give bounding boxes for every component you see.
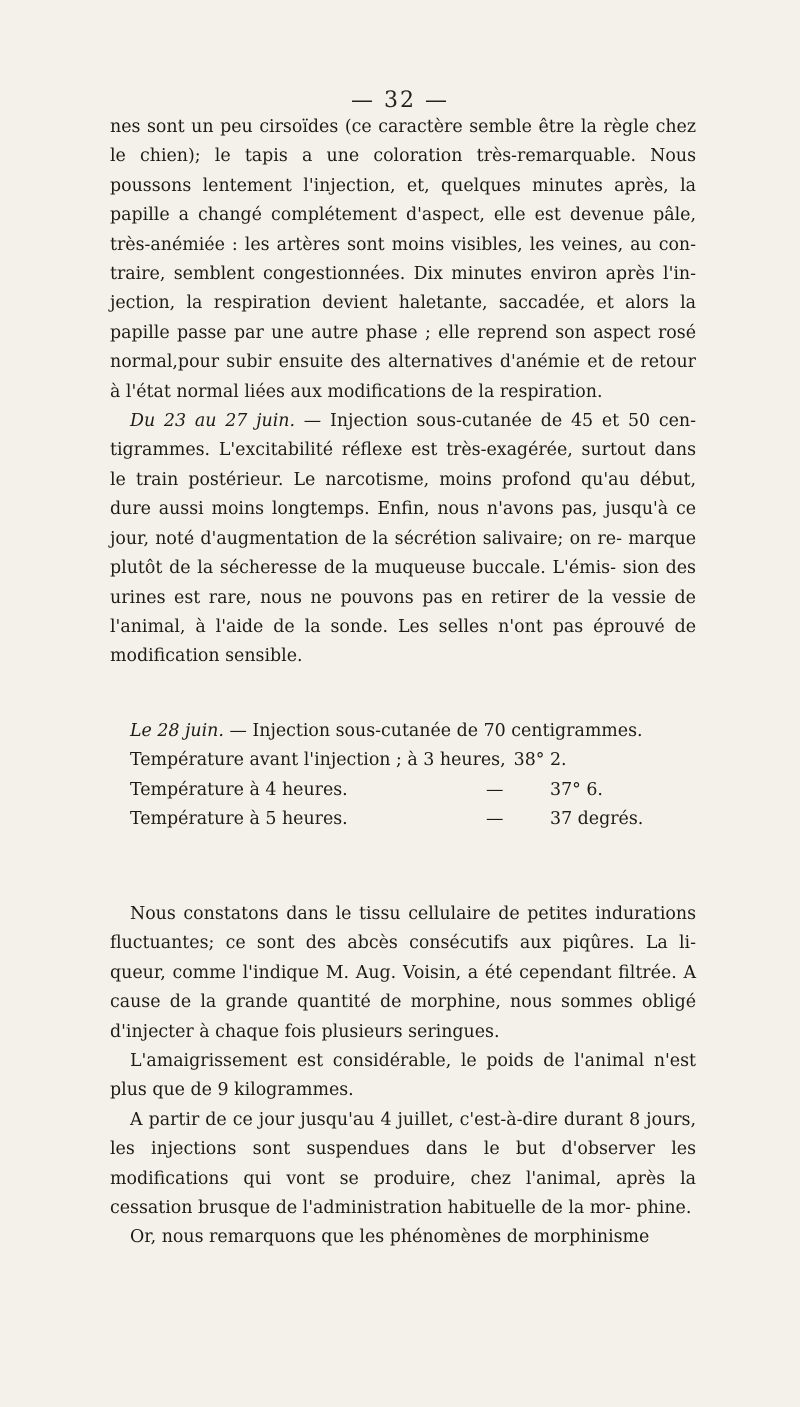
temperature-label: Température à 4 heures.: [130, 779, 348, 800]
text-line: chez le chien); le tapis a une coloration très-remarquable. Nous: [110, 117, 696, 167]
temperature-value: 37 degrés.: [550, 809, 644, 830]
temperature-label: Température à 5 heures.: [130, 809, 348, 830]
text-block-top: [110, 113, 696, 672]
text-line: vessie de l'animal, à l'aide de la sonde. Les selles n'ont pas: [110, 587, 696, 637]
paragraph-weight-loss: [110, 1047, 696, 1106]
temperature-value: 38° 2.: [513, 750, 567, 771]
text-line: les modifications qui vont se produire, chez l'animal, après la: [110, 1139, 697, 1189]
paragraph-june-23-27: [110, 407, 696, 672]
text-line: phine.: [636, 1198, 692, 1219]
text-line: ce jour, noté d'augmentation de la sécrétion salivaire; on re-: [110, 499, 697, 549]
text-line: — Injection sous-cutanée de 70 centigrammes.: [223, 721, 643, 741]
temperature-row: [110, 776, 696, 805]
paragraph-suspension: [110, 1106, 696, 1224]
temperature-section: [110, 717, 696, 835]
text-line: à l'état normal liées aux modifications de la respiration.: [110, 381, 603, 402]
text-line: dure aussi moins longtemps. Enfin, nous n'avons pas, jusqu'à: [110, 499, 669, 520]
text-line: — Injection sous-cutanée de 45 et 50 cen-: [295, 411, 696, 432]
text-line: normal,pour subir ensuite des alternatives d'anémie et de retour: [110, 352, 696, 373]
page-number: — 32 —: [351, 88, 449, 113]
paragraph-morphinism: [110, 1223, 696, 1252]
text-line: Or, nous remarquons que les phénomènes de morphinisme: [130, 1227, 650, 1248]
text-line: le train postérieur. Le narcotisme, moins profond qu'au début,: [110, 469, 696, 490]
temperature-dash: —: [486, 779, 504, 800]
text-line: papille a changé complétement d'aspect, elle est devenue pâle,: [110, 205, 696, 226]
text-line: cessation brusque de l'administration habituelle de la mor-: [110, 1198, 631, 1219]
text-line: très-anémiée : les artères sont moins visibles, les veines, au con-: [110, 234, 696, 255]
text-line: plus que de 9 kilogrammes.: [110, 1080, 354, 1101]
text-line: éprouvé de modification sensible.: [110, 616, 696, 667]
text-line: A partir de ce jour jusqu'au 4 juillet, c'est-à-dire durant: [130, 1109, 624, 1130]
temperature-label: Température avant l'injection ; à 3 heures,: [130, 750, 506, 771]
text-line: papille passe par une autre phase ; elle reprend son aspect rosé: [110, 322, 696, 343]
date-label: Du 23 au 27 juin.: [130, 411, 296, 432]
temperature-dash: —: [486, 809, 504, 830]
text-line: jection, la respiration devient haletante, saccadée, et alors la: [110, 293, 696, 314]
temperature-row: [110, 746, 696, 775]
paragraph-papilla-observation: [110, 113, 696, 407]
text-line: A cause de la grande quantité de morphine, nous sommes: [110, 962, 696, 1013]
text-line: L'amaigrissement est considérable, le poids de l'animal n'est: [130, 1051, 696, 1072]
text-line: obligé d'injecter à chaque fois plusieurs seringues.: [110, 992, 696, 1042]
text-block-bottom: [110, 900, 696, 1253]
paragraph-indurations: [110, 900, 696, 1047]
text-line: marque plutôt de la sécheresse de la muqueuse buccale. L'émis-: [110, 528, 697, 579]
date-label: Le 28 juin.: [130, 721, 224, 741]
temperature-value: 37° 6.: [550, 779, 603, 800]
paragraph-june-28: [110, 717, 696, 746]
text-line: queur, comme l'indique M. Aug. Voisin, a été cependant filtrée.: [110, 962, 677, 983]
text-line: fluctuantes; ce sont des abcès consécutifs aux piqûres. La li-: [110, 933, 696, 954]
text-line: traire, semblent congestionnées. Dix minutes environ après l'in-: [110, 264, 696, 285]
text-line: 8 jours, les injections sont suspendues dans le but d'observer: [110, 1109, 696, 1160]
text-line: poussons lentement l'injection, et, quelques minutes après, la: [110, 175, 696, 196]
text-line: nes sont un peu cirsoïdes (ce caractère semble être la règle: [110, 117, 650, 137]
text-line: tigrammes. L'excitabilité réflexe est très-exagérée, surtout dans: [110, 440, 696, 461]
temperature-row: [110, 805, 696, 834]
text-line: Nous constatons dans le tissu cellulaire de petites indurations: [130, 904, 696, 924]
text-line: sion des urines est rare, nous ne pouvons pas en retirer de la: [110, 558, 696, 608]
